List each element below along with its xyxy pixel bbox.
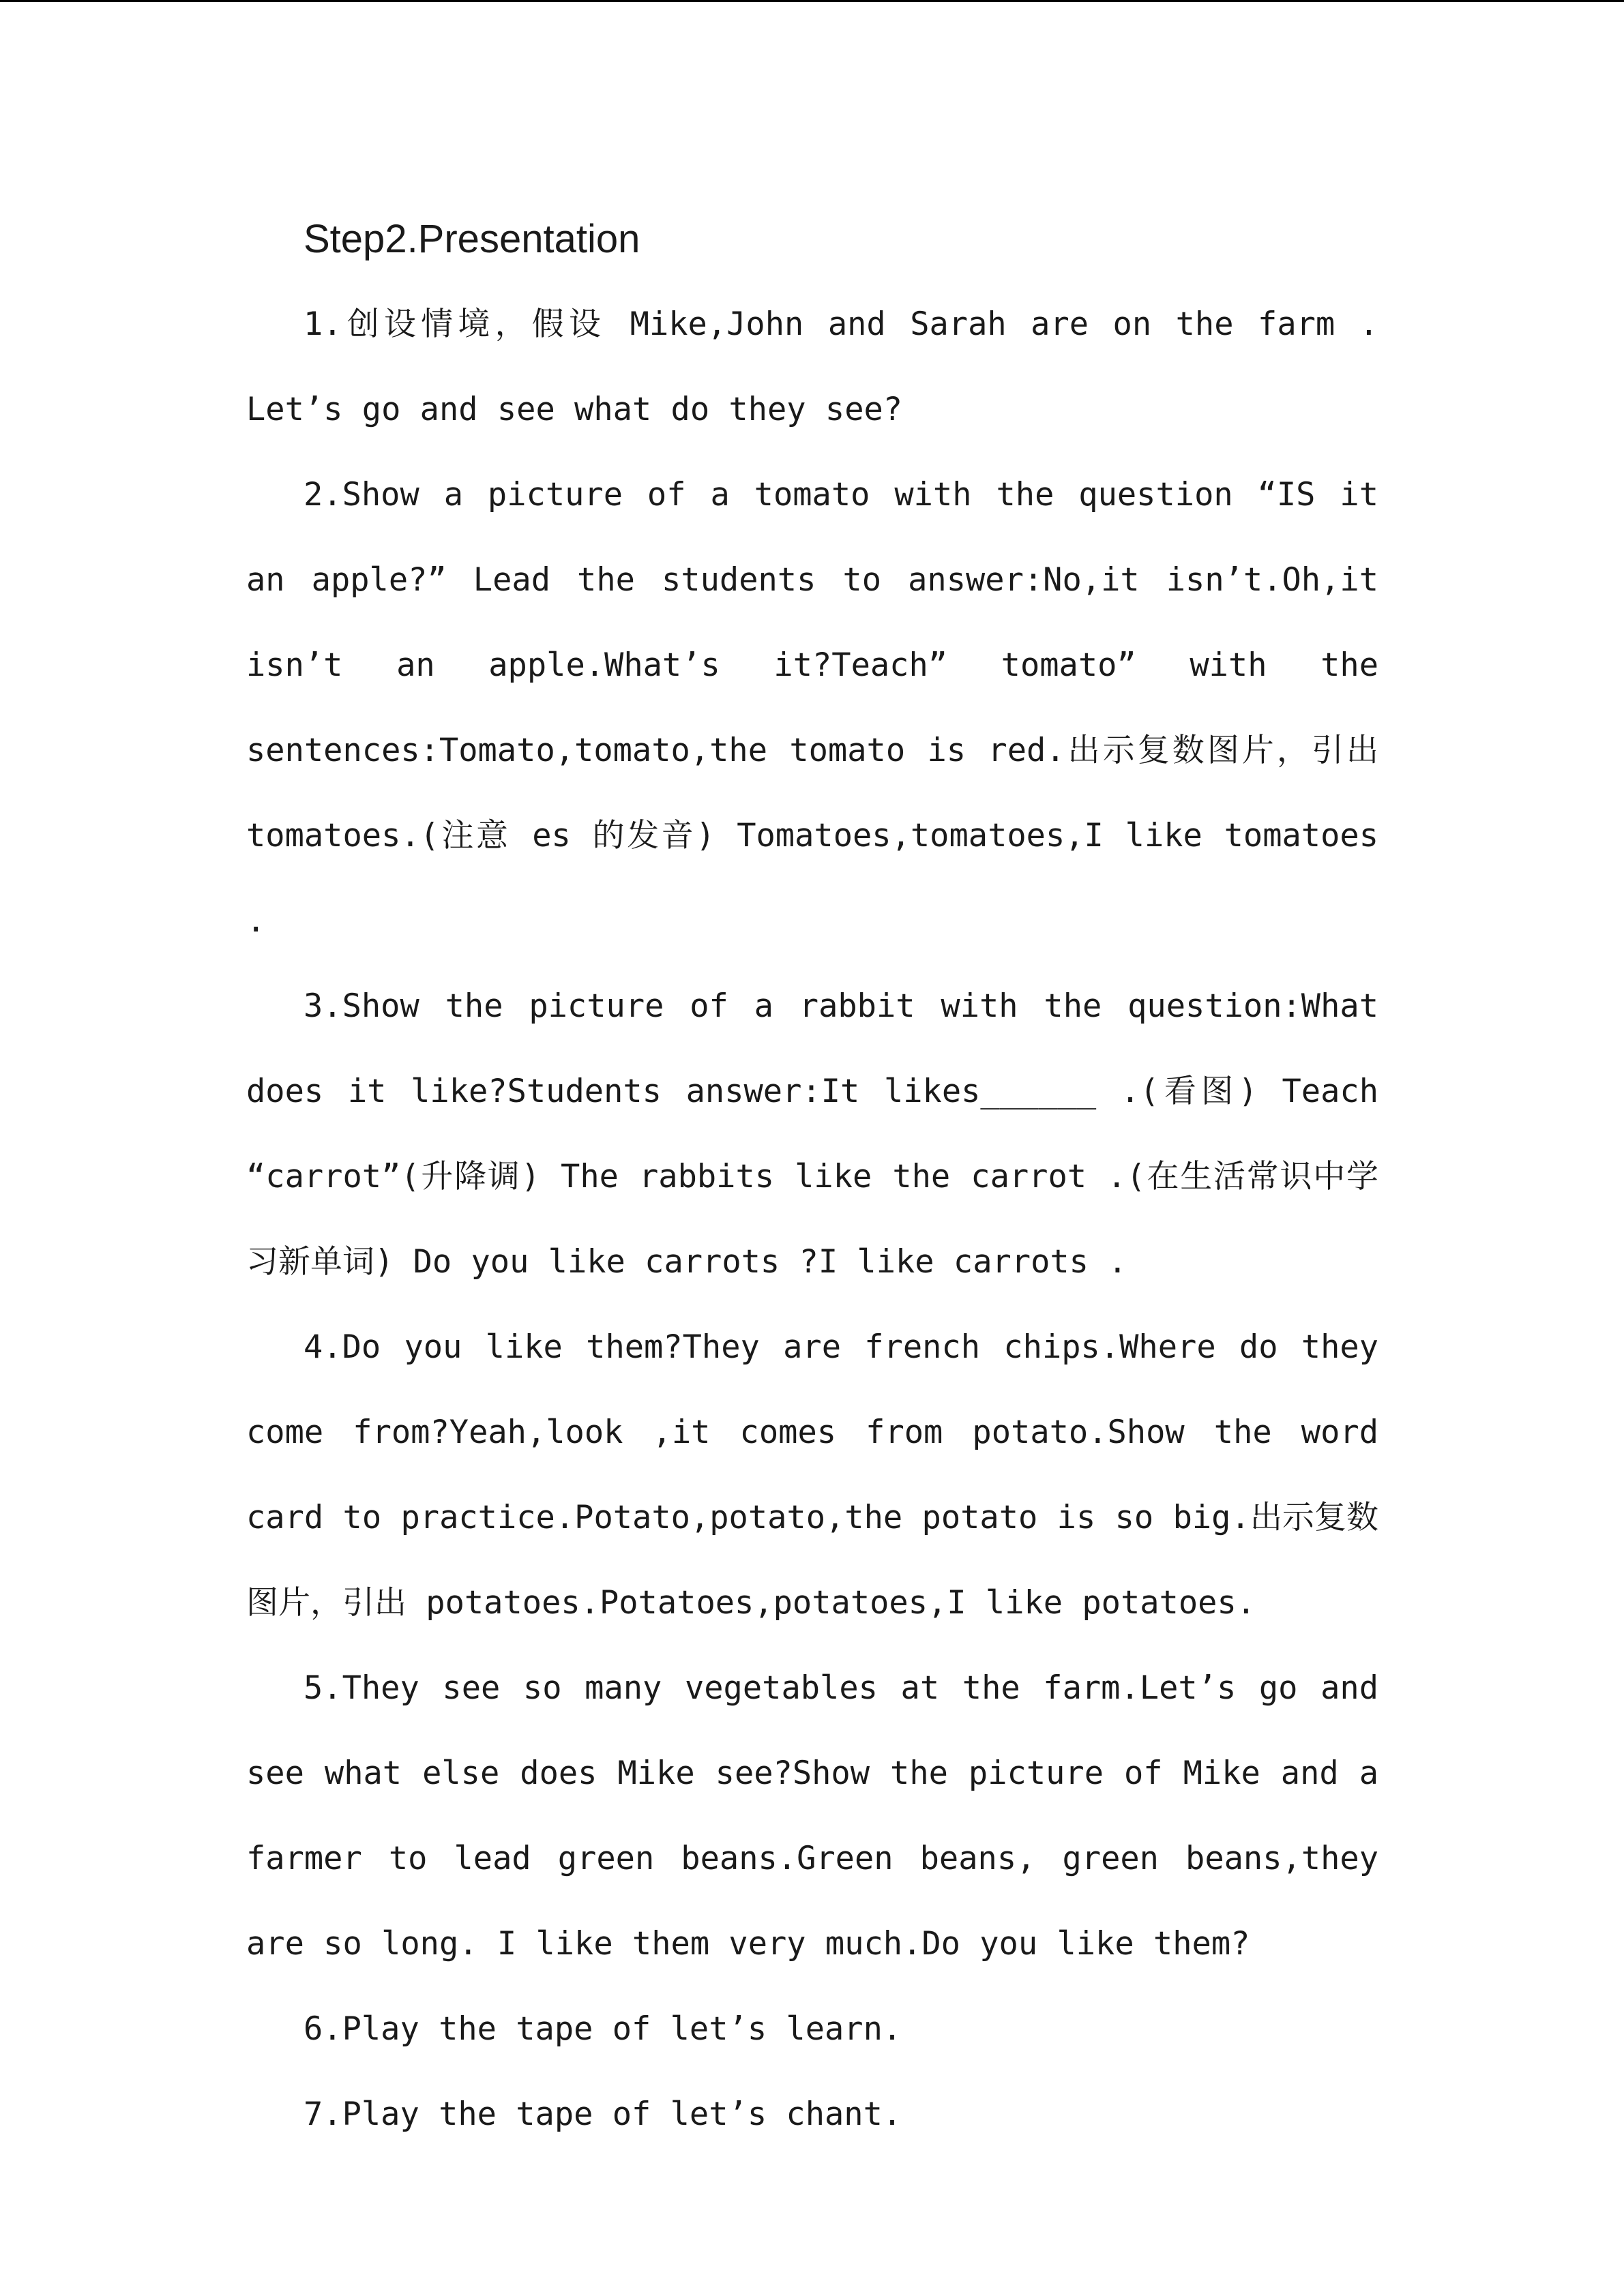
paragraph-2: 2.Show a picture of a tomato with the question “IS it an apple?” Lead the students to answer:No,it isn’t.Oh,it isn’t an apple.What’s it?Teach” tomato” with the sentences:Tomato,tomato,the tomato is red.出示复数图片，引出 tomatoes.(注意 es 的发音) Tomatoes,tomatoes,I like tomatoes . xyxy=(246,476,1378,940)
paragraph-4: 4.Do you like them?They are french chips.Where do they come from?Yeah,look ,it comes from potato.Show the word card to practice.Potato,potato,the potato is so big.出示复数图片，引出 potatoes.Potatoes,potatoes,I like potatoes. xyxy=(246,1328,1378,1622)
paragraph-3: 3.Show the picture of a rabbit with the question:What does it like?Students answer:It likes______ .(看图) Teach “carrot”(升降调) The rabbits like the carrot .(在生活常识中学习新单词) Do you like carrots ?I like carrots . xyxy=(246,987,1378,1281)
paragraph-7: 7.Play the tape of let’s chant. xyxy=(304,2096,902,2133)
paragraph-1: 1.创设情境，假设 Mike,John and Sarah are on the farm . Let’s go and see what do they see? xyxy=(246,305,1378,428)
paragraph-5: 5.They see so many vegetables at the farm.Let’s go and see what else does Mike see?Show the picture of Mike and a farmer to lead green beans.Green beans, green beans,they are so long. I like them very much.Do you like them? xyxy=(246,1669,1378,1963)
paragraph-6: 6.Play the tape of let’s learn. xyxy=(304,2010,902,2048)
document-body xyxy=(246,196,1378,2157)
section-title: Step2.Presentation xyxy=(304,217,640,261)
